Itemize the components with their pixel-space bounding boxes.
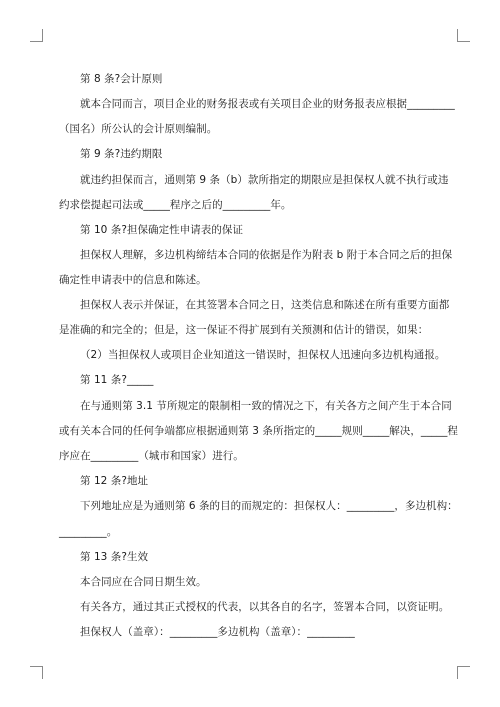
- article-10-text-line-1: 担保权人理解，多边机构缔结本合同的依据是作为附表 b 附于本合同之后的担保: [80, 249, 453, 261]
- article-9-heading: 第 9 条?违约期限: [80, 148, 163, 160]
- article-13-heading: 第 13 条?生效: [80, 551, 149, 563]
- article-11-text-line-2: 或有关本合同的任何争端都应根据通则第 3 条所指定的_____规则_____解决，_____程: [59, 425, 458, 437]
- crop-mark-top-right: [457, 29, 470, 42]
- article-9-text-line-2: 约求偿提起司法或_____程序之后的_________年。: [59, 199, 292, 211]
- signature-line: 担保权人（盖章）：_________多边机构（盖章）：_________: [80, 626, 355, 638]
- crop-mark-bottom-right: [457, 666, 470, 679]
- article-12-text-line-1: 下列地址应是为通则第 6 条的目的而规定的：担保权人：_________，多边机构：: [80, 500, 458, 512]
- article-8-text-line-2: （国名）所公认的会计原则编制。: [59, 123, 218, 135]
- article-11-text-line-1: 在与通则第 3.1 节所规定的限制相一致的情况之下，有关各方之间产生于本合同: [80, 400, 452, 412]
- article-10-text-line-5: （2）当担保权人或项目企业知道这一错误时，担保权人迅速向多边机构通报。: [80, 349, 446, 361]
- crop-mark-top-left: [30, 29, 43, 42]
- article-10-heading: 第 10 条?担保确定性申请表的保证: [80, 224, 244, 236]
- article-12-text-line-2: _________。: [59, 526, 118, 538]
- article-11-heading: 第 11 条?_____: [80, 374, 154, 386]
- crop-mark-bottom-left: [30, 666, 43, 679]
- article-9-text-line-1: 就违约担保而言，通则第 9 条（b）款所指定的期限应是担保权人就不执行或违: [80, 174, 449, 186]
- article-13-text-line-1: 本合同应在合同日期生效。: [80, 576, 207, 588]
- article-8-heading: 第 8 条?会计原则: [80, 73, 163, 85]
- article-10-text-line-3: 担保权人表示并保证，在其签署本合同之日，这类信息和陈述在所有重要方面都: [80, 299, 450, 311]
- article-10-text-line-2: 确定性申请表中的信息和陈述。: [59, 274, 207, 286]
- article-11-text-line-3: 序应在_________（城市和国家）进行。: [59, 450, 244, 462]
- article-8-text-line-1: 就本合同而言，项目企业的财务报表或有关项目企业的财务报表应根据_________: [80, 98, 455, 110]
- article-13-text-line-2: 有关各方，通过其正式授权的代表，以其各自的名字，签署本合同，以资证明。: [80, 601, 450, 613]
- article-12-heading: 第 12 条?地址: [80, 475, 149, 487]
- article-10-text-line-4: 是准确的和完全的；但是，这一保证不得扩展到有关预测和估计的错误，如果：: [59, 324, 429, 336]
